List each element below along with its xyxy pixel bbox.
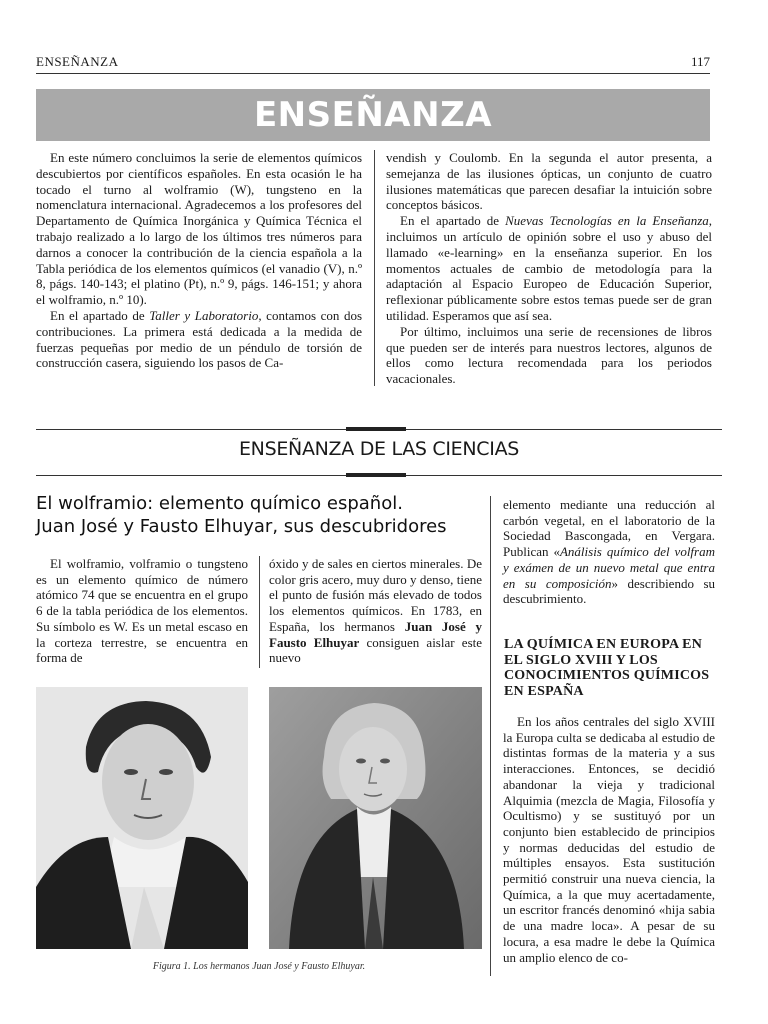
intro-column-1 <box>36 150 362 371</box>
section-rule-bottom-accent <box>346 473 406 477</box>
column-divider <box>374 150 375 386</box>
text-run: , incluimos un artículo de opinión sobre el uso y abuso del llamado «e-learning» en la enseñanza superior. En los momentos actuales de cambio de metodología para la adaptación al Espacio Europeo de Educación Superior, reflexionar públicamente sobre estos temas puede ser de gran utilidad. Esperamos que así sea. <box>386 213 712 323</box>
intro-paragraph <box>36 308 362 371</box>
article-title-line: Juan José y Fausto Elhuyar, sus descubridores <box>36 516 447 537</box>
text-run: En el apartado de <box>50 307 150 323</box>
article-paragraph <box>269 556 482 666</box>
subheading: LA QUÍMICA EN EUROPA EN EL SIGLO XVIII Y LOS CONOCIMIENTOS QUÍMICOS EN ESPAÑA <box>504 637 710 699</box>
article-column-3-continued <box>503 714 715 965</box>
text-run: » describiendo su descubrimiento. <box>503 575 715 607</box>
intro-paragraph: Por último, incluimos una serie de recensiones de libros que pueden ser de interés para nuestros lectores, algunos de ellos como lectura recomendada para los periodos vacacionales. <box>386 323 712 387</box>
running-head: ENSEÑANZA <box>36 54 119 69</box>
text-run: óxido y de sales en ciertos minerales. De color gris acero, muy duro y denso, tiene el punto de fusión más elevado de todos los elementos químicos. En 1783, en España, los hermanos <box>269 556 482 634</box>
text-run: elemento mediante una reducción al carbón vegetal, en el laboratorio de la Sociedad Bascongada, en Vergara. Publican « <box>503 497 715 560</box>
banner-title: ENSEÑANZA <box>253 95 493 135</box>
figure-caption: Figura 1. Los hermanos Juan José y Fausto Elhuyar. <box>152 961 366 972</box>
section-banner <box>36 89 710 141</box>
intro-paragraph: En este número concluimos la serie de elementos químicos descubiertos por científicos españoles. En esta ocasión le ha tocado el turno al wolframio (W), tungsteno en la nomenclatura internacional. Agradecemos a los profesores del Departamento de Química Inorgánica y Química Técnica el trabajo realizado a lo largo de los últimos tres números para darnos a conocer la contribución de la ciencia española a la Tabla periódica de los elementos químicos (el vanadio (V), n.º 8, págs. 140-143; el platino (Pt), n.º 9, págs. 146-151; y ahora el wolframio, n.º 10). <box>36 150 362 308</box>
text-run: En el apartado de <box>400 213 506 229</box>
article-paragraph <box>503 497 715 607</box>
emphasis: Análisis químico del volfram y exámen de un nuevo metal que entra en su composición <box>503 544 715 591</box>
bold-names: Juan José y Fausto Elhuyar <box>269 618 482 650</box>
article-column-1 <box>36 556 248 666</box>
article-paragraph: El wolframio, volframio o tungsteno es un elemento químico de número atómico 74 que se encuentra en el grupo 6 de la tabla periódica de los elementos. Su símbolo es W. Es un metal escaso en la corteza terrestre, se encuentra en forma de <box>36 556 248 666</box>
intro-column-2 <box>386 150 712 387</box>
portrait-fausto-elhuyar <box>269 687 482 949</box>
page-number: 117 <box>690 54 710 69</box>
section-title: ENSEÑANZA DE LAS CIENCIAS <box>238 438 520 460</box>
article-paragraph: En los años centrales del siglo XVIII la Europa culta se dedicaba al estudio de distintas formas de la materia y a sus interacciones. Entonces, se decidió abandonar la vieja y tradicional Alquimia (mezcla de Magia, Filosofía y Ocultismo) y se sustituyó por un conjunto bien establecido de principios y normas deducidas del estudio de múltiples ensayos. Esta sustitución permitió construir una nueva ciencia, la Química, a la que muy acertadamente, un escritor francés denominó «hija sabia de una madre loca». A pesar de su locura, a esa madre le debe la Química un amplio elenco de co- <box>503 714 715 965</box>
article-column-2 <box>269 556 482 666</box>
intro-paragraph: vendish y Coulomb. En la segunda el autor presenta, a semejanza de las ilusiones ópticas, un conjunto de cuatro ilusiones matemáticas que parecen desafiar la intuición sobre conceptos básicos. <box>386 150 712 213</box>
column-divider <box>490 496 491 976</box>
intro-paragraph <box>386 213 712 324</box>
emphasis: Nuevas Tecnologías en la Enseñanza <box>505 213 709 229</box>
text-run: consiguen aislar este nuevo <box>269 634 483 666</box>
section-rule-top-accent <box>346 427 406 431</box>
text-run: , contamos con dos contribuciones. La primera está dedicada a la medida de fuerzas pequeñas por medio de un péndulo de torsión de construcción casera, siguiendo los pasos de Ca- <box>36 307 363 371</box>
emphasis: Taller y Laboratorio <box>149 307 259 323</box>
header-rule <box>36 73 710 74</box>
article-column-3 <box>503 497 715 607</box>
article-title <box>36 492 486 538</box>
column-divider <box>259 556 260 668</box>
article-title-line: El wolframio: elemento químico español. <box>36 493 403 514</box>
portrait-juan-jose-elhuyar <box>36 687 248 949</box>
